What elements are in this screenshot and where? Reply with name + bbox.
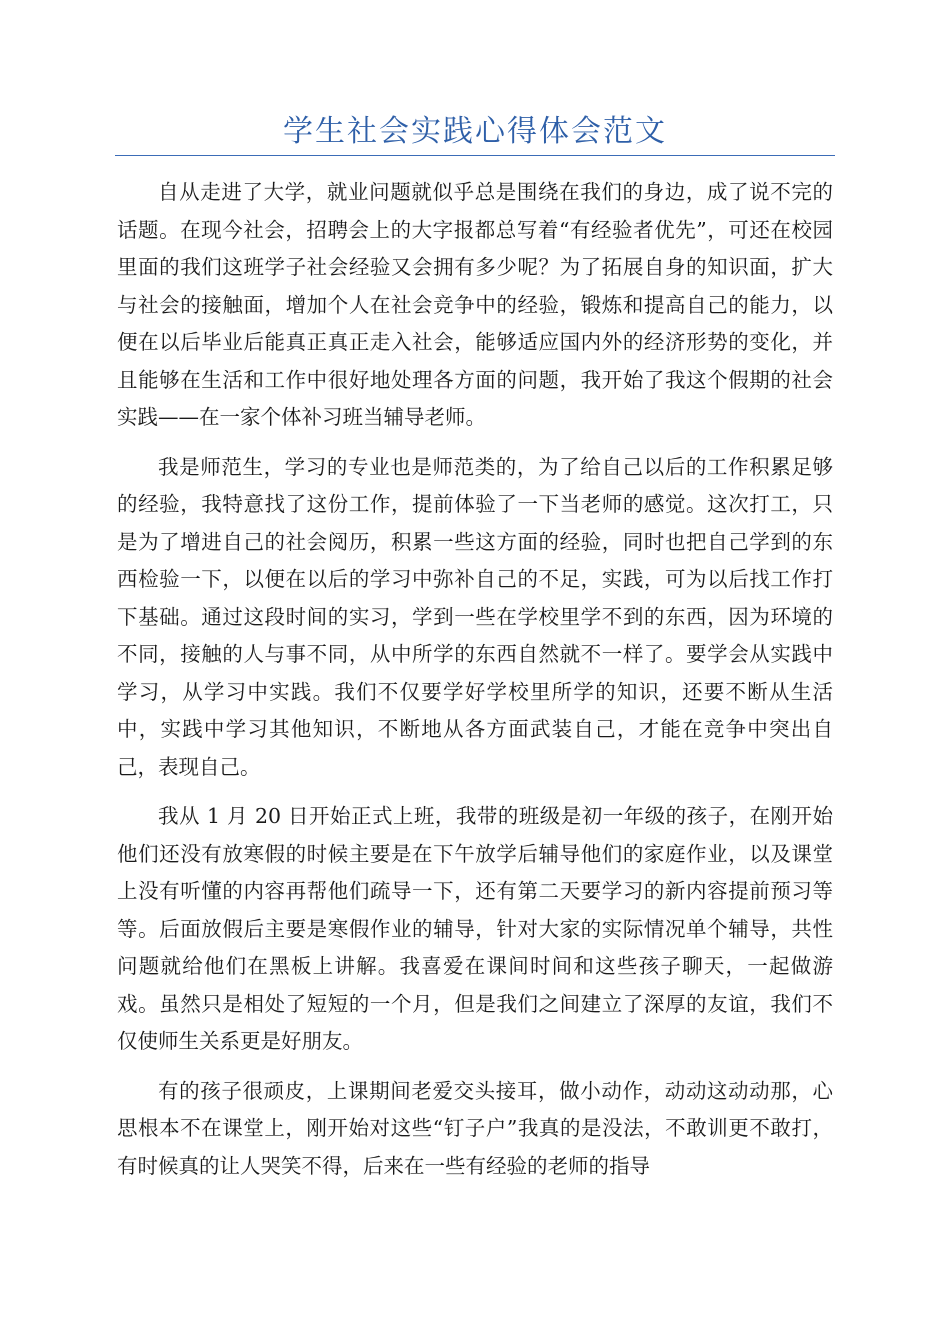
paragraph-2: 我是师范生，学习的专业也是师范类的，为了给自己以后的工作积累足够的经验，我特意找了这份工作，提前体验了一下当老师的感觉。这次打工，只是为了增进自己的社会阅历，积累一些这方面的经验，同时也把自己学到的东西检验一下，以便在以后的学习中弥补自己的不足，实践，可为以后找工作打下基础。通过这段时间的实习，学到一些在学校里学不到的东西，因为环境的不同，接触的人与事不同，从中所学的东西自然就不一样了。要学会从实践中学习，从学习中实践。我们不仅要学好学校里所学的知识，还要不断从生活中，实践中学习其他知识，不断地从各方面武装自己，才能在竞争中突出自己，表现自己。 [117,454,833,779]
document-title: 学生社会实践心得体会范文 [283,114,667,149]
title-underline [115,155,835,156]
paragraph-3: 我从 1 月 20 日开始正式上班，我带的班级是初一年级的孩子，在刚开始他们还没有放寒假的时候主要是在下午放学后辅导他们的家庭作业，以及课堂上没有听懂的内容再帮他们疏导一下，还有第二天要学习的新内容提前预习等等。后面放假后主要是寒假作业的辅导，针对大家的实际情况单个辅导，共性问题就给他们在黑板上讲解。我喜爱在课间时间和这些孩子聊天，一起做游戏。虽然只是相处了短短的一个月，但是我们之间建立了深厚的友谊，我们不仅使师生关系更是好朋友。 [117,804,833,1053]
paragraph-1: 自从走进了大学，就业问题就似乎总是围绕在我们的身边，成了说不完的话题。在现今社会，招聘会上的大字报都总写着“有经验者优先”，可还在校园里面的我们这班学子社会经验又会拥有多少呢？为了拓展自身的知识面，扩大与社会的接触面，增加个人在社会竞争中的经验，锻炼和提高自己的能力，以便在以后毕业后能真正真正走入社会，能够适应国内外的经济形势的变化，并且能够在生活和工作中很好地处理各方面的问题，我开始了我这个假期的社会实践——在一家个体补习班当辅导老师。 [117,180,833,429]
paragraph-4: 有的孩子很顽皮，上课期间老爱交头接耳，做小动作，动动这动动那，心思根本不在课堂上，刚开始对这些“钉子户”我真的是没法，不敢训更不敢打，有时候真的让人哭笑不得，后来在一些有经验的老师的指导 [117,1078,833,1178]
document-body [117,174,833,1197]
